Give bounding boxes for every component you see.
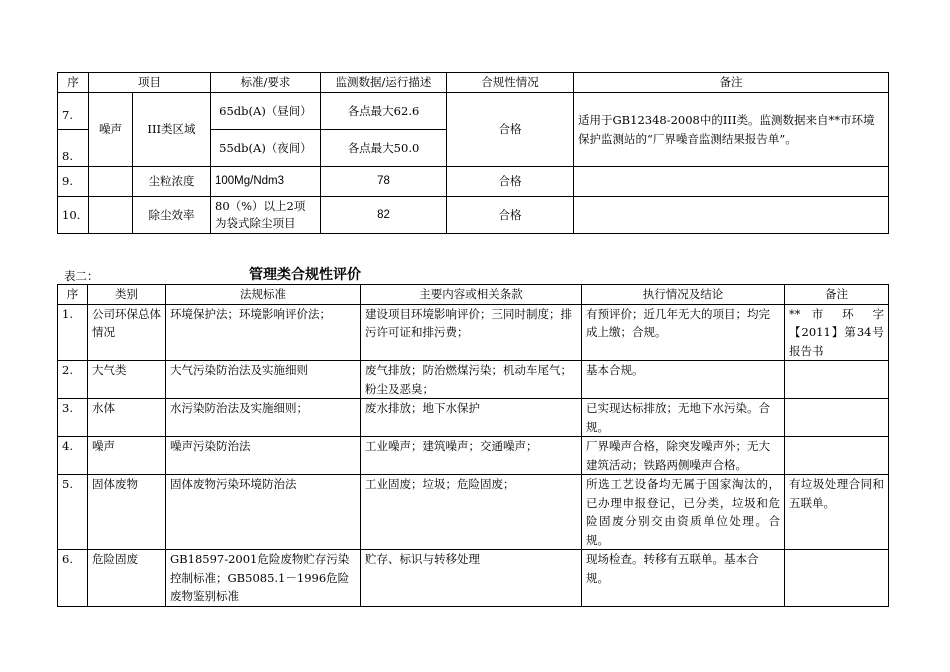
dust-data: 78 xyxy=(321,167,447,197)
table2-header-row xyxy=(58,285,889,305)
seq-cell: 7. xyxy=(58,93,89,130)
empty-cell xyxy=(574,197,889,234)
table-row xyxy=(58,475,889,550)
header-content: 主要内容或相关条款 xyxy=(361,285,582,305)
noise-night-data: 各点最大50.0 xyxy=(321,130,447,167)
remark-cell xyxy=(785,361,889,399)
seq-cell: 1. xyxy=(58,304,88,361)
result-cell: 已实现达标排放；无地下水污染。合规。 xyxy=(582,399,785,437)
noise-day-data: 各点最大62.6 xyxy=(321,93,447,130)
noise-day-standard: 65db(A)（昼间） xyxy=(211,93,321,130)
content-cell: 建设项目环境影响评价；三同时制度；排污许可证和排污费； xyxy=(361,304,582,361)
content-cell: 工业噪声；建筑噪声；交通噪声； xyxy=(361,437,582,475)
content-cell: 废气排放；防治燃煤污染；机动车尾气；粉尘及恶臭； xyxy=(361,361,582,399)
seq-cell: 4. xyxy=(58,437,88,475)
efficiency-data: 82 xyxy=(321,197,447,234)
header-category: 类别 xyxy=(88,285,166,305)
law-cell: 固体废物污染环境防治法 xyxy=(166,475,361,550)
header-result: 执行情况及结论 xyxy=(582,285,785,305)
header-monitoring: 监测数据/运行描述 xyxy=(321,73,447,93)
law-cell: 噪声污染防治法 xyxy=(166,437,361,475)
efficiency-standard: 80（%）以上2项为袋式除尘项目 xyxy=(211,197,321,234)
pollution-compliance-table xyxy=(57,72,889,234)
content-cell: 工业固废；垃圾；危险固废； xyxy=(361,475,582,550)
header-seq: 序 xyxy=(58,285,88,305)
table-row xyxy=(58,437,889,475)
seq-cell: 10. xyxy=(58,197,89,234)
remark-cell xyxy=(785,437,889,475)
efficiency-result: 合格 xyxy=(447,197,574,234)
law-cell: GB18597-2001危险废物贮存污染控制标准；GB5085.1－1996危险废物鉴别标准 xyxy=(166,550,361,607)
remark-cell xyxy=(785,399,889,437)
dust-result: 合格 xyxy=(447,167,574,197)
table-row xyxy=(58,167,889,197)
result-cell: 厂界噪声合格，除突发噪声外；无大建筑活动；铁路两侧噪声合格。 xyxy=(582,437,785,475)
header-standard: 标准/要求 xyxy=(211,73,321,93)
table-row xyxy=(58,304,889,361)
table-row xyxy=(58,361,889,399)
header-seq: 序 xyxy=(58,73,89,93)
efficiency-item: 除尘效率 xyxy=(133,197,211,234)
empty-cell xyxy=(574,167,889,197)
law-cell: 大气污染防治法及实施细则 xyxy=(166,361,361,399)
empty-cell xyxy=(89,167,133,197)
seq-cell: 9. xyxy=(58,167,89,197)
noise-result: 合格 xyxy=(447,93,574,167)
table-row xyxy=(58,550,889,607)
category-cell: 固体废物 xyxy=(88,475,166,550)
law-cell: 水污染防治法及实施细则； xyxy=(166,399,361,437)
result-cell: 所选工艺设备均无属于国家淘汰的，已办理申报登记，已分类，垃圾和危险固废分别交由资质单位处理。合规。 xyxy=(582,475,785,550)
header-law: 法规标准 xyxy=(166,285,361,305)
category-cell: 大气类 xyxy=(88,361,166,399)
table-row xyxy=(58,399,889,437)
seq-cell: 8. xyxy=(58,130,89,167)
result-cell: 现场检查。转移有五联单。基本合规。 xyxy=(582,550,785,607)
category-cell: 危险固废 xyxy=(88,550,166,607)
category-cell: 公司环保总体情况 xyxy=(88,304,166,361)
content-cell: 贮存、标识与转移处理 xyxy=(361,550,582,607)
empty-cell xyxy=(89,197,133,234)
management-compliance-table xyxy=(57,284,889,607)
content-cell: 废水排放；地下水保护 xyxy=(361,399,582,437)
result-cell: 有预评价；近几年无大的项目；均完成上缴；合规。 xyxy=(582,304,785,361)
noise-item: 噪声 xyxy=(89,93,133,167)
header-item: 项目 xyxy=(89,73,211,93)
table-row xyxy=(58,93,889,130)
table2-label: 表二： xyxy=(64,269,99,283)
table1-header-row xyxy=(58,73,889,93)
category-cell: 噪声 xyxy=(88,437,166,475)
header-compliance: 合规性情况 xyxy=(447,73,574,93)
noise-night-standard: 55db(A)（夜间） xyxy=(211,130,321,167)
noise-remark: 适用于GB12348-2008中的III类。监测数据来自**市环境保护监测站的“厂界噪音监测结果报告单”。 xyxy=(574,93,889,167)
remark-cell: ** 市 环 字【2011】第34号报告书 xyxy=(785,304,889,361)
seq-cell: 3. xyxy=(58,399,88,437)
remark-cell: 有垃圾处理合同和五联单。 xyxy=(785,475,889,550)
table2-title: 管理类合规性评价 xyxy=(249,267,361,283)
category-cell: 水体 xyxy=(88,399,166,437)
result-cell: 基本合规。 xyxy=(582,361,785,399)
seq-cell: 6. xyxy=(58,550,88,607)
seq-cell: 2. xyxy=(58,361,88,399)
dust-standard: 100Mg/Ndm3 xyxy=(211,167,321,197)
law-cell: 环境保护法；环境影响评价法； xyxy=(166,304,361,361)
dust-item: 尘粒浓度 xyxy=(133,167,211,197)
header-remark: 备注 xyxy=(574,73,889,93)
table-row xyxy=(58,197,889,234)
noise-zone: III类区域 xyxy=(133,93,211,167)
header-remark: 备注 xyxy=(785,285,889,305)
seq-cell: 5. xyxy=(58,475,88,550)
remark-cell xyxy=(785,550,889,607)
